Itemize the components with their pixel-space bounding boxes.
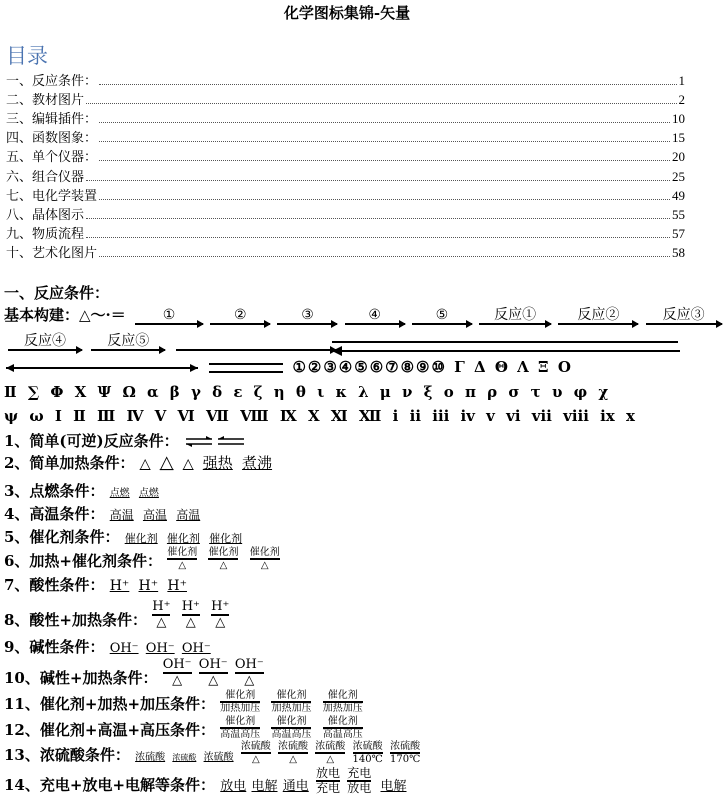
toc-item-page: 58 — [672, 244, 685, 260]
toc-item[interactable] — [6, 223, 685, 242]
labeled-arrow — [558, 308, 638, 325]
high-temp-mark: 高温 — [109, 508, 134, 522]
sulfuric-acid-heat-mark: 浓硫酸 △ — [240, 741, 271, 765]
heat-mark: △ — [182, 456, 194, 472]
condition-label: 13、浓硫酸条件： — [4, 746, 130, 764]
condition-row — [4, 716, 369, 740]
arrow-line — [412, 323, 472, 325]
circled-symbols: ①②③④⑤⑥⑦⑧⑨⑩ Γ Δ Θ Λ Ξ Ο — [292, 358, 573, 376]
toc-item-page: 55 — [672, 206, 685, 222]
base-heat-mark: OH⁻ △ — [198, 657, 228, 688]
toc-leader — [99, 122, 670, 123]
condition-row — [4, 690, 369, 714]
condition-label: 4、高温条件： — [4, 505, 105, 523]
catalyst-mark: 催化剂 — [124, 532, 158, 545]
catalyst-mark: 催化剂 — [209, 532, 243, 545]
toc-item-page: 2 — [678, 92, 685, 108]
toc-item-label: 七、电化学装置 — [6, 188, 98, 204]
labeled-arrow — [345, 308, 405, 325]
condition-label: 14、充电+放电+电解等条件： — [4, 776, 216, 794]
toc-item-label: 九、物质流程 — [6, 226, 85, 242]
toc-item-page: 20 — [672, 149, 685, 165]
arrow-line — [646, 323, 722, 325]
table-of-contents — [6, 70, 685, 261]
condition-row — [4, 430, 246, 451]
toc-item[interactable] — [6, 204, 685, 223]
discharge-mark: 放电 — [220, 779, 247, 794]
condition-label: 9、碱性条件： — [4, 638, 105, 656]
toc-item[interactable] — [6, 242, 685, 261]
greek-row-1: Ⅱ ∑ Φ Χ Ψ Ω α β γ δ ε ζ η θ ι κ λ μ ν ξ ο π ρ σ τ υ φ χ — [4, 383, 612, 401]
catalyst-heat-pressure-mark: 催化剂 加热加压 — [322, 690, 363, 714]
acid-heat-mark: H⁺ △ — [211, 599, 230, 630]
basic-construction-row-2 — [4, 333, 336, 351]
catalyst-heat-pressure-mark: 催化剂 加热加压 — [220, 690, 261, 714]
energize-mark: 通电 — [282, 779, 309, 794]
catalyst-temp-pressure-mark: 催化剂 高温高压 — [271, 716, 312, 740]
toc-item-label: 八、晶体图示 — [6, 207, 85, 223]
acid-mark: H⁺ — [138, 578, 159, 594]
toc-item-label: 五、单个仪器： — [6, 150, 98, 166]
toc-heading: 目录 — [6, 44, 48, 68]
high-temp-mark: 高温 — [176, 508, 201, 522]
condition-row — [4, 480, 163, 501]
condition-row — [4, 658, 270, 688]
electrolysis-mark: 电解 — [380, 779, 407, 794]
ignite-mark: 点燃 — [109, 488, 130, 499]
catalyst-temp-pressure-mark: 催化剂 高温高压 — [322, 716, 363, 740]
labeled-arrow — [8, 334, 82, 351]
labeled-arrow — [91, 334, 165, 351]
boil-mark: 煮沸 — [242, 454, 273, 472]
strong-heat-mark: 强热 — [202, 454, 233, 472]
equals-bar — [209, 363, 283, 373]
acid-mark: H⁺ — [109, 578, 130, 594]
condition-label: 11、催化剂+加热+加压条件： — [4, 695, 216, 713]
arrow-line — [210, 323, 270, 325]
arrow-line — [558, 323, 638, 325]
toc-leader — [99, 256, 670, 257]
condition-row — [4, 574, 191, 595]
arrow-line — [8, 349, 82, 351]
toc-leader — [99, 160, 670, 161]
toc-item[interactable] — [6, 165, 685, 184]
heat-mark: △ — [159, 452, 174, 473]
toc-leader — [99, 84, 676, 85]
base-heat-mark: OH⁻ △ — [162, 657, 192, 688]
arrow-label: 反应⑤ — [107, 333, 150, 349]
toc-item-label: 四、函数图象： — [6, 131, 98, 147]
labeled-arrow — [135, 308, 203, 325]
condition-row — [4, 452, 276, 473]
sulfuric-acid-mark: 浓硫酸 — [172, 753, 197, 762]
acid-heat-mark: H⁺ △ — [181, 599, 200, 630]
condition-label: 6、加热+催化剂条件： — [4, 552, 163, 570]
toc-item[interactable] — [6, 70, 685, 89]
double-arrow — [4, 361, 204, 375]
labeled-arrow — [479, 308, 551, 325]
toc-leader — [99, 199, 670, 200]
arrow-label: ④ — [368, 307, 381, 323]
toc-item-page: 1 — [678, 73, 685, 89]
condition-row — [4, 600, 235, 630]
toc-item-label: 二、教材图片 — [6, 93, 85, 109]
labeled-arrow — [210, 308, 270, 325]
sulfuric-acid-temp-mark: 浓硫酸 170℃ — [390, 741, 421, 765]
arrow-line — [345, 323, 405, 325]
toc-item[interactable] — [6, 146, 685, 165]
toc-leader — [99, 141, 670, 142]
base-mark: OH⁻ — [145, 641, 175, 656]
basic-label: 基本构建：△～·＝ — [4, 306, 126, 324]
arrow-line — [176, 349, 336, 351]
toc-leader — [86, 237, 670, 238]
sulfuric-acid-mark: 浓硫酸 — [203, 752, 234, 763]
toc-item-page: 49 — [672, 187, 685, 203]
document-title: 化学图标集锦-矢量 — [283, 4, 411, 22]
reversible-battery-mark: 充电 放电 — [347, 766, 372, 795]
condition-row — [4, 636, 215, 657]
catalyst-mark: 催化剂 — [166, 532, 200, 545]
arrow-label: ① — [162, 307, 176, 323]
base-mark: OH⁻ — [181, 641, 211, 656]
sulfuric-acid-heat-mark: 浓硫酸 △ — [315, 741, 346, 765]
section-heading: 一、反应条件： — [4, 284, 110, 302]
toc-item[interactable] — [6, 185, 685, 204]
acid-mark: H⁺ — [167, 578, 187, 594]
arrow-label: ② — [233, 307, 247, 323]
heat-mark: △ — [139, 456, 151, 472]
labeled-arrow — [646, 308, 722, 325]
arrow-label: 反应③ — [662, 307, 705, 323]
toc-item[interactable] — [6, 127, 685, 146]
reversible-arrow-icon — [184, 435, 246, 449]
condition-row — [4, 741, 426, 765]
toc-item[interactable] — [6, 89, 685, 108]
labeled-arrow — [412, 308, 472, 325]
arrow-label: 反应① — [494, 307, 537, 323]
arrow-line — [277, 323, 337, 325]
catalyst-heat-mark: 催化剂 △ — [208, 547, 239, 571]
arrow-line — [135, 323, 203, 325]
condition-label: 8、酸性+加热条件： — [4, 611, 148, 629]
catalyst-heat-pressure-mark: 催化剂 加热加压 — [271, 690, 312, 714]
arrow-label: ③ — [301, 307, 314, 323]
condition-row — [4, 547, 286, 571]
condition-label: 7、酸性条件： — [4, 576, 105, 594]
condition-row — [4, 526, 246, 547]
toc-item-label: 六、组合仪器 — [6, 169, 85, 185]
condition-label: 10、碱性+加热条件： — [4, 669, 158, 687]
reversible-long-arrow — [330, 338, 686, 356]
condition-label: 12、催化剂+高温+高压条件： — [4, 721, 216, 739]
arrow-label: ⑤ — [435, 307, 449, 323]
toc-item-label: 一、反应条件： — [6, 74, 98, 90]
toc-item-page: 10 — [672, 111, 685, 127]
acid-heat-mark: H⁺ △ — [152, 599, 171, 630]
high-temp-mark: 高温 — [142, 508, 167, 522]
toc-item-page: 57 — [672, 225, 685, 241]
condition-row — [4, 503, 204, 524]
arrow-label: 反应② — [577, 307, 620, 323]
catalyst-heat-mark: 催化剂 △ — [167, 547, 198, 571]
long-arrow — [176, 349, 336, 351]
toc-item-page: 15 — [672, 130, 685, 146]
sulfuric-acid-temp-mark: 浓硫酸 140℃ — [352, 741, 383, 765]
toc-item[interactable] — [6, 108, 685, 127]
greek-row-2: ψ ω Ⅰ Ⅱ Ⅲ Ⅳ Ⅴ Ⅵ Ⅶ Ⅷ Ⅸ Ⅹ Ⅺ Ⅻ ⅰ ⅱ ⅲ ⅳ ⅴ ⅵ ⅶ ⅷ ⅸ ⅹ — [4, 407, 638, 425]
ignite-mark: 点燃 — [138, 488, 159, 499]
toc-leader — [86, 103, 676, 104]
arrow-label: 反应④ — [24, 333, 66, 349]
arrow-line — [479, 323, 551, 325]
toc-item-label: 十、艺术化图片 — [6, 245, 98, 261]
electrolysis-mark: 电解 — [251, 779, 278, 794]
basic-construction-row — [4, 304, 722, 325]
symbols-row — [4, 358, 573, 376]
base-heat-mark: OH⁻ △ — [234, 657, 264, 688]
condition-label: 3、点燃条件： — [4, 482, 105, 500]
base-mark: OH⁻ — [109, 641, 139, 656]
toc-item-label: 三、编辑插件： — [6, 112, 98, 128]
labeled-arrow — [277, 308, 337, 325]
condition-label: 2、简单加热条件： — [4, 454, 135, 472]
catalyst-temp-pressure-mark: 催化剂 高温高压 — [220, 716, 261, 740]
condition-row — [4, 767, 411, 795]
toc-leader — [86, 180, 670, 181]
toc-leader — [86, 218, 670, 219]
back-arrowhead — [332, 346, 342, 356]
arrow-line — [91, 349, 165, 351]
catalyst-heat-mark: 催化剂 △ — [249, 547, 280, 571]
sulfuric-acid-heat-mark: 浓硫酸 △ — [278, 741, 309, 765]
condition-label: 5、催化剂条件： — [4, 528, 120, 546]
reversible-battery-mark: 放电 充电 — [316, 766, 341, 795]
condition-label: 1、简单(可逆)反应条件： — [4, 432, 179, 450]
sulfuric-acid-mark: 浓硫酸 — [135, 752, 166, 763]
toc-item-page: 25 — [672, 168, 685, 184]
